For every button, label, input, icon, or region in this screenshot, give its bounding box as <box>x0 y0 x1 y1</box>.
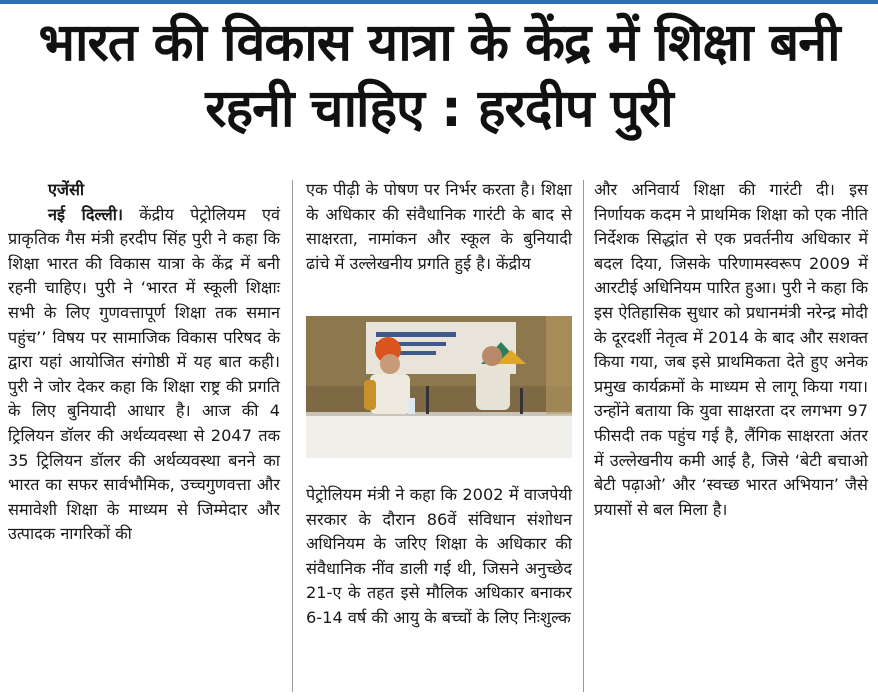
place-dateline: नई दिल्ली। <box>48 204 124 224</box>
microphone <box>520 388 523 414</box>
column-2-bottom-text: पेट्रोलियम मंत्री ने कहा कि 2002 में वाजपेयी सरकार के दौरान 86वें संविधान संशोधन अधिनियम के जरिए शिक्षा के अधिकार की संवैधानिक नींव डाली गई थी, जिसने अनुच्छेद 21-ए के तहत इसे मौलिक अधिकार बनाकर 6-14 वर्ष की आयु के बच्चों के लिए निःशुल्क <box>306 485 572 627</box>
headline-line-2: रहनी चाहिए : हरदीप पुरी <box>205 79 673 139</box>
table-edge <box>306 412 572 416</box>
article-column-2-bottom <box>306 483 572 631</box>
article-column-3 <box>594 178 868 522</box>
conference-table <box>306 414 572 458</box>
column-1-text: केंद्रीय पेट्रोलियम एवं प्राकृतिक गैस मंत्री हरदीप सिंह पुरी ने कहा कि शिक्षा भारत की विकास यात्रा के केंद्र में बनी रहनी चाहिए। पुरी ने ‘भारत में स्कूली शिक्षाः सभी के लिए गुणवत्तापूर्ण शिक्षा तक समान पहुंच’’ विषय पर सामाजिक विकास परिषद के द्वारा यहां आयोजित संगोष्ठी में यह बात कही। पुरी ने जोर देकर कहा कि शिक्षा राष्ट्र की प्रगति के लिए बुनियादी आधार है। आज की 4 ट्रिलियन डॉलर की अर्थव्यवस्था से 2047 तक 35 ट्रिलियन डॉलर की अर्थव्यवस्था बनने का भारत का सफर सार्वभौमिक, उच्चगुणवत्ता और समावेशी शिक्षा के माध्यम से जिम्मेदार और उत्पादक नागरिकों की <box>8 204 281 544</box>
curtain <box>546 316 572 414</box>
vest <box>364 380 376 410</box>
headline <box>6 10 872 142</box>
column-2-top-text: एक पीढ़ी के पोषण पर निर्भर करता है। शिक्षा के अधिकार की संवैधानिक गारंटी के बाद से साक्षरता, नामांकन और स्कूल के बुनियादी ढांचे में उल्लेखनीय प्रगति हुई है। केंद्रीय <box>306 180 572 273</box>
headline-line-1: भारत की विकास यात्रा के केंद्र में शिक्षा बनी <box>38 13 840 73</box>
event-photo <box>306 316 572 458</box>
agency-dateline: एजेंसी <box>48 180 85 199</box>
banner-line <box>376 332 456 337</box>
article-column-2-top <box>306 178 572 276</box>
water-bottle <box>408 398 415 414</box>
top-accent-rule <box>0 0 878 4</box>
column-divider-1 <box>292 180 293 692</box>
face <box>482 346 502 366</box>
shirt <box>476 368 510 410</box>
column-3-text: और अनिवार्य शिक्षा की गारंटी दी। इस निर्णायक कदम ने प्राथमिक शिक्षा को एक नीति निर्देशक सिद्धांत से एक प्रवर्तनीय अधिकार में बदल दिया, जिसके परिणामस्वरूप 2009 में आरटीई अधिनियम पारित हुआ। पुरी ने कहा कि इस ऐतिहासिक सुधार को प्रधानमंत्री नरेन्द्र मोदी के दूरदर्शी नेतृत्व में 2014 के बाद और सशक्त किया गया, जब इसे प्राथमिकता देते हुए अनेक प्रमुख कार्यक्रमों के माध्यम से लागू किया गया। उन्होंने बताया कि युवा साक्षरता दर लगभग 97 फीसदी तक पहुंच गई है, लैंगिक साक्षरता अंतर में उल्लेखनीय कमी आई है, जिसे ‘बेटी बचाओ बेटी पढ़ाओ’ और ‘स्वच्छ भारत अभियान’ जैसे प्रयासों से बल मिला है। <box>594 180 868 519</box>
face <box>380 354 400 374</box>
microphone <box>426 386 429 414</box>
column-divider-2 <box>583 180 584 692</box>
article-paragraph-1 <box>8 203 280 547</box>
event-photo-illustration <box>306 316 572 458</box>
article-column-1 <box>8 178 280 547</box>
